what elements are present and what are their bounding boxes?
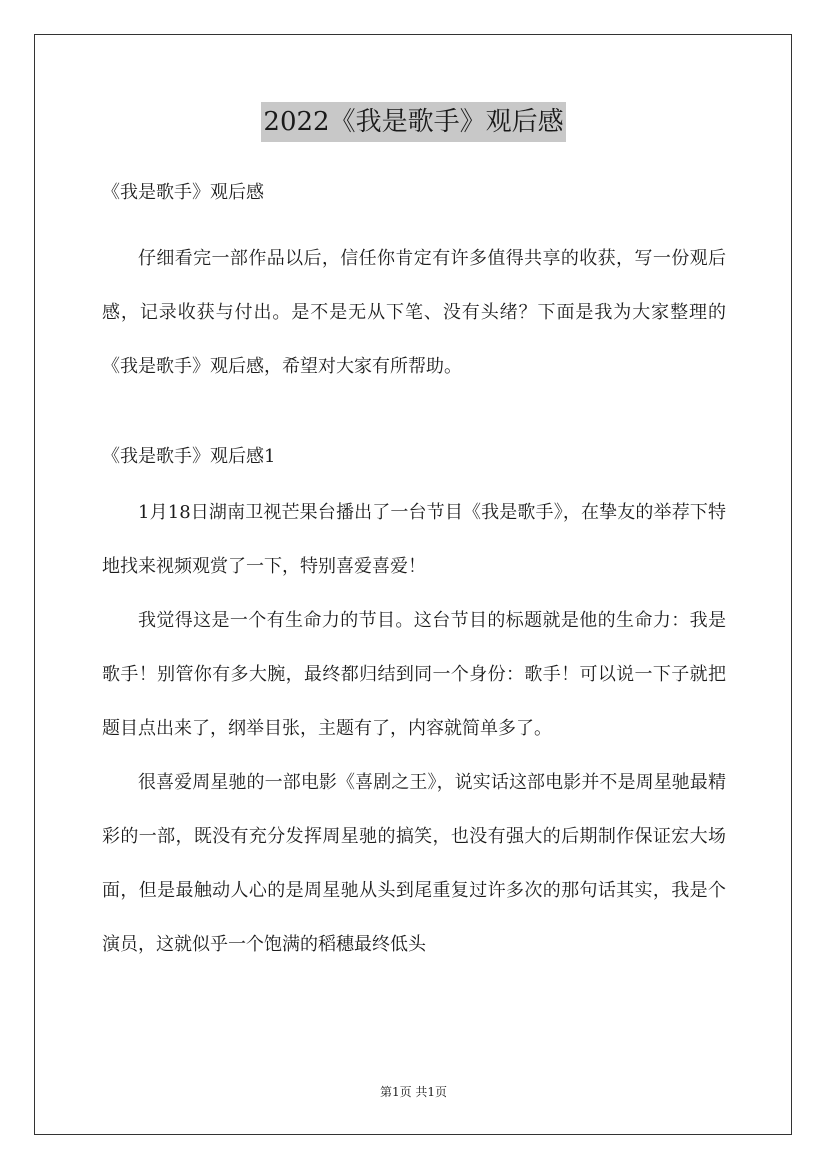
document-title: 2022《我是歌手》观后感 [261,102,565,142]
intro-heading: 《我是歌手》观后感 [102,182,264,203]
title-container [0,102,827,142]
page-footer: 第1页 共1页 [379,1085,448,1099]
section-heading: 《我是歌手》观后感1 [102,446,276,467]
spacer [102,210,726,232]
intro-paragraph: 仔细看完一部作品以后，信任你肯定有许多值得共享的收获，写一份观后感，记录收获与付出。是不是无从下笔、没有头绪？下面是我为大家整理的《我是歌手》观后感，希望对大家有所帮助。 [102,248,726,377]
spacer [102,474,726,486]
document-body [102,176,726,972]
body-paragraph-1: 1月18日湖南卫视芒果台播出了一台节目《我是歌手》，在挚友的举荐下特地找来视频观赏了一下，特别喜爱喜爱！ [102,502,726,577]
spacer [102,394,726,440]
body-paragraph-2: 我觉得这是一个有生命力的节目。这台节目的标题就是他的生命力：我是歌手！别管你有多大腕，最终都归结到同一个身份：歌手！可以说一下子就把题目点出来了，纲举目张，主题有了，内容就简单多了。 [102,610,726,739]
body-paragraph-3: 很喜爱周星驰的一部电影《喜剧之王》，说实话这部电影并不是周星驰最精彩的一部，既没有充分发挥周星驰的搞笑，也没有强大的后期制作保证宏大场面，但是最触动人心的是周星驰从头到尾重复过许多次的那句话其实，我是个演员，这就似乎一个饱满的稻穗最终低头 [102,772,726,955]
